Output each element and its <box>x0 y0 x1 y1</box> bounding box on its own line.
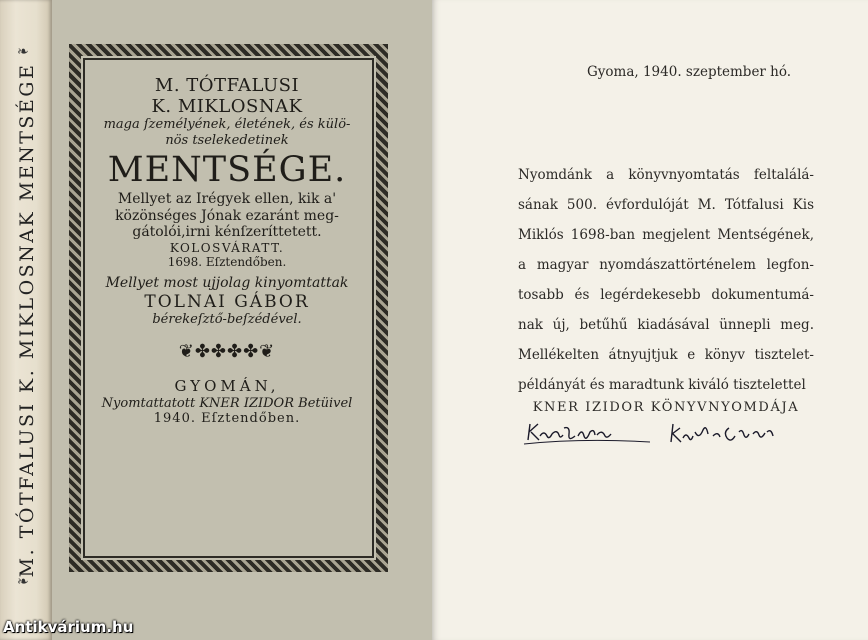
cover-editor-note: bérekeſztő-beſzédével. <box>152 311 302 327</box>
cover-text-1: Mellyet az Irégyek ellen, kik a' <box>117 191 337 208</box>
letter-line: Nyomdánk a könyvnyomtatás feltalálá- <box>518 167 814 183</box>
cover-place: KOLOSVÁRATT. <box>169 240 285 255</box>
cover-reprint-line: Mellyet most ujjolag kinyomtattak <box>105 275 349 292</box>
handwritten-signature-2 <box>667 420 792 448</box>
cover-ornament: ❦✤✤✤✤❦ <box>178 341 276 363</box>
cover-main-title: MENTSÉGE. <box>107 150 347 191</box>
cover-subtitle-1: maga ſzemélyének, életének, és külö- <box>103 117 351 133</box>
handwritten-signature-1 <box>522 418 657 448</box>
spine-title: M. TÓTFALUSI K. MIKLOSNAK MENTSÉGE <box>16 62 38 578</box>
letter-line: sának 500. évfordulóját M. Tótfalusi Kis <box>518 197 814 213</box>
letter-line: példányát és maradtunk kiváló tisztelettel <box>518 377 806 393</box>
cover-editor: TOLNAI GÁBOR <box>144 291 310 312</box>
letter-line: tosabb és legérdekesebb dokumentumá- <box>518 287 814 303</box>
cover-print-year: 1940. Eſztendőben. <box>153 411 301 427</box>
letter-date: Gyoma, 1940. szeptember hó. <box>587 64 792 80</box>
cover-printer-line: Nyomtattatott KNER IZIDOR Betüivel <box>101 396 353 412</box>
letter-line: a magyar nyomdászattörténelem legfon- <box>518 257 814 273</box>
cover-line-1: M. TÓTFALUSI <box>154 75 300 96</box>
spine-ornament-bottom: ❧ <box>17 574 29 590</box>
cover-line-2: K. MIKLOSNAK <box>151 96 303 118</box>
letter-line: Miklós 1698-ban megjelent Mentségének, <box>518 227 814 243</box>
watermark-text: Antikvárium.hu <box>3 618 134 636</box>
cover-subtitle-2: nös tselekedetinek <box>165 132 289 148</box>
cover-text-3: gátolói,irni kénſzeríttetett. <box>132 224 322 241</box>
dedication-letter <box>432 0 868 640</box>
letter-line: nak új, betűhű kiadásával ünnepli meg. <box>518 317 814 333</box>
cover-city: GYOMÁN, <box>174 377 280 396</box>
letter-body <box>518 160 814 400</box>
book-cover <box>52 0 432 640</box>
book-spine <box>0 0 52 640</box>
cover-year: 1698. Eſztendőben. <box>167 255 287 270</box>
company-name: KNER IZIDOR KÖNYVNYOMDÁJA <box>532 400 800 415</box>
cover-text-2: közönséges Jónak ezaránt meg- <box>115 207 339 224</box>
letter-line: Mellékelten átnyujtjuk e könyv tisztelet- <box>518 347 814 363</box>
cover-title-block <box>92 75 362 427</box>
spine-ornament-top: ❧ <box>17 44 29 60</box>
